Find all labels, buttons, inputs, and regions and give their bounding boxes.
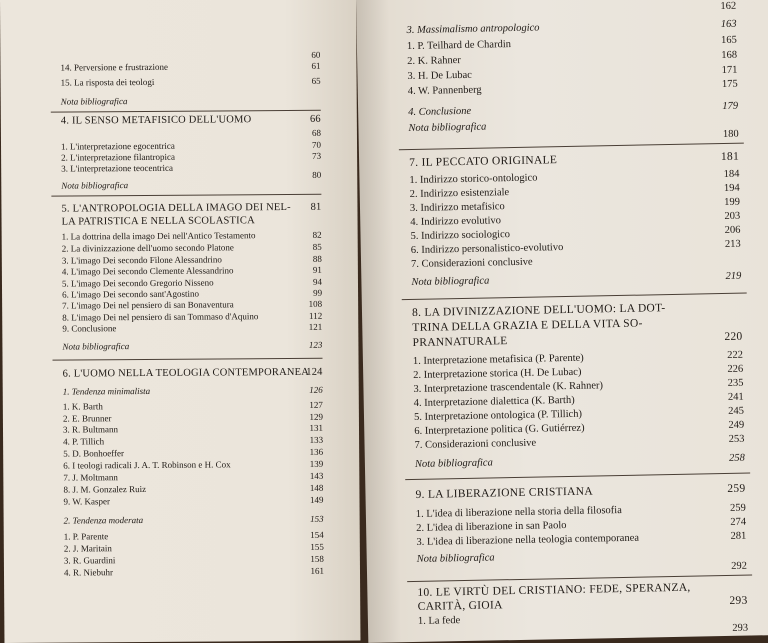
toc-line: 2. K. Rahner 168 xyxy=(407,49,738,68)
bibliography-note: Nota bibliografica xyxy=(408,121,487,135)
toc-line: 7. Considerazioni conclusive 253 xyxy=(414,433,745,451)
section-divider xyxy=(51,110,321,113)
section-divider xyxy=(53,358,323,361)
subsection-heading: 3. Massimalismo antropologico 163 xyxy=(406,18,737,37)
chapter-heading: 9. LA LIBERAZIONE CRISTIANA 259 xyxy=(415,482,746,501)
toc-line: 3. R. Guardini 158 xyxy=(63,553,324,566)
toc-line: 3. L'imago Dei secondo Filone Alessandrino 88 xyxy=(61,253,322,266)
toc-line: 1. P. Teilhard de Chardin 165 xyxy=(406,34,737,53)
section-divider xyxy=(399,143,744,151)
toc-line: 7. J. Moltmann 143 xyxy=(63,470,324,483)
toc-line: 6. Indirizzo personalistico-evolutivo 213 xyxy=(410,238,741,256)
toc-line: 4. Indirizzo evolutivo 203 xyxy=(410,210,741,228)
chapter-heading: CARITÀ, GIOIA 293 xyxy=(417,594,748,613)
toc-line: 80 xyxy=(312,169,322,180)
toc-line: 3. H. De Lubac 171 xyxy=(407,64,738,83)
toc-line: 1. La dottrina della imago Dei nell'Antico Testamento 82 xyxy=(61,229,322,242)
section-divider xyxy=(405,473,750,481)
toc-line: 4. L'imago Dei secondo Clemente Alessandrino 91 xyxy=(61,264,322,277)
bleed-through-text xyxy=(60,4,63,16)
toc-line: 1. K. Barth 127 xyxy=(62,399,323,412)
toc-line: 2. Interpretazione storica (H. De Lubac) 226 xyxy=(413,363,744,381)
toc-line: 175 xyxy=(721,78,738,90)
chapter-heading: 4. IL SENSO METAFISICO DELL'UOMO 66 xyxy=(60,113,321,127)
toc-line: 180 xyxy=(722,128,739,140)
toc-line: 1. La fede xyxy=(417,615,461,627)
toc-line: 8. J. M. Gonzalez Ruiz 148 xyxy=(63,482,324,495)
toc-line: 1. P. Parente 154 xyxy=(63,529,324,542)
toc-line: 4. P. Tillich 133 xyxy=(63,434,324,447)
left-page xyxy=(0,0,360,643)
toc-line: 2. Indirizzo esistenziale 194 xyxy=(409,182,740,201)
toc-line: 4. W. Pannenberg xyxy=(407,84,482,98)
toc-line: 3. L'interpretazione teocentrica xyxy=(61,162,174,174)
toc-line: 2. La divinizzazione dell'uomo secondo Platone 85 xyxy=(61,241,322,254)
chapter-heading: LA PATRISTICA E NELLA SCOLASTICA xyxy=(61,215,255,228)
subsection-heading: 4. Conclusione 179 xyxy=(408,100,739,119)
chapter-heading: 10. LE VIRTÙ DEL CRISTIANO: FEDE, SPERANZA, xyxy=(417,581,691,599)
toc-line: 7. Considerazioni conclusive xyxy=(410,256,533,270)
toc-line: 2. L'interpretazione filantropica 73 xyxy=(61,150,322,163)
section-divider xyxy=(407,575,752,583)
bibliography-note: Nota bibliografica xyxy=(416,552,495,565)
toc-line: 2. L'idea di liberazione in san Paolo 274 xyxy=(416,516,747,534)
chapter-heading: TRINA DELLA GRAZIA E DELLA VITA SO- xyxy=(412,317,643,334)
subsection-heading: 2. Tendenza moderata 153 xyxy=(63,513,324,526)
chapter-heading: PRANNATURALE 220 xyxy=(412,330,743,349)
chapter-heading: 5. L'ANTROPOLOGIA DELLA IMAGO DEI NEL- 81 xyxy=(61,201,322,215)
bibliography-note: Nota bibliografica 123 xyxy=(62,339,323,352)
bibliography-note: Nota bibliografica 219 xyxy=(411,270,742,288)
toc-line: 7. L'imago Dei nel pensiero di san Bonaventura 108 xyxy=(62,298,323,311)
bibliography-note: Nota bibliografica 258 xyxy=(414,452,745,470)
toc-line: 8. L'imago Dei nel pensiero di san Tommaso d'Aquino 112 xyxy=(62,310,323,323)
toc-line: 9. Conclusione 121 xyxy=(62,321,323,334)
chapter-heading: 6. L'UOMO NELLA TEOLOGIA CONTEMPORANEA 124 xyxy=(62,366,323,380)
toc-line: 60 xyxy=(311,49,321,60)
toc-line: 5. Indirizzo sociologico 206 xyxy=(410,224,741,242)
toc-line: 3. L'idea di liberazione nella teologia contemporanea 281 xyxy=(416,530,747,548)
section-divider xyxy=(51,194,321,197)
chapter-heading: 7. IL PECCATO ORIGINALE 181 xyxy=(409,150,740,170)
toc-line: 2. E. Brunner 129 xyxy=(62,411,323,424)
toc-line: 3. Interpretazione trascendentale (K. Rahner) 235 xyxy=(413,377,744,395)
toc-line: 1. L'interpretazione egocentrica 70 xyxy=(60,139,322,152)
toc-line: 68 xyxy=(311,127,321,138)
toc-line: 9. W. Kasper 149 xyxy=(63,494,324,507)
toc-line: 1. L'idea di liberazione nella storia della filosofia 259 xyxy=(415,502,746,520)
toc-line: 15. La risposta dei teologi 65 xyxy=(60,75,321,88)
toc-line: 162 xyxy=(720,0,737,13)
bibliography-note: Nota bibliografica xyxy=(60,96,128,107)
toc-line: 4. R. Niebuhr 161 xyxy=(63,565,325,578)
toc-line: 292 xyxy=(731,560,748,572)
toc-line: 2. J. Maritain 155 xyxy=(63,541,324,554)
toc-line: 3. R. Bultmann 131 xyxy=(62,422,324,435)
toc-line: 3. Indirizzo metafisico 199 xyxy=(409,196,741,215)
right-page xyxy=(356,0,768,643)
toc-line: 6. L'imago Dei secondo sant'Agostino 99 xyxy=(62,287,323,300)
toc-line: 293 xyxy=(732,622,749,634)
toc-line: 4. Interpretazione dialettica (K. Barth) 241 xyxy=(413,391,744,409)
toc-line: 6. I teologi radicali J. A. T. Robinson e H. Cox 139 xyxy=(63,458,324,471)
chapter-heading: 8. LA DIVINIZZAZIONE DELL'UOMO: LA DOT- xyxy=(411,302,666,319)
toc-line: 1. Interpretazione metafisica (P. Parente) 222 xyxy=(412,349,743,367)
section-divider xyxy=(402,293,747,301)
toc-line: 6. Interpretazione politica (G. Gutiérrez) 249 xyxy=(414,419,745,437)
bibliography-note: Nota bibliografica xyxy=(61,180,129,191)
toc-line: 5. Interpretazione ontologica (P. Tillich) 245 xyxy=(413,405,745,423)
toc-line: 5. D. Bonhoeffer 136 xyxy=(63,446,324,459)
toc-line: 1. Indirizzo storico-ontologico 184 xyxy=(409,168,740,187)
subsection-heading: 1. Tendenza minimalista 126 xyxy=(62,384,323,397)
toc-line: 5. L'imago Dei secondo Gregorio Nisseno 94 xyxy=(61,276,323,289)
toc-line: 14. Perversione e frustrazione 61 xyxy=(60,60,321,73)
